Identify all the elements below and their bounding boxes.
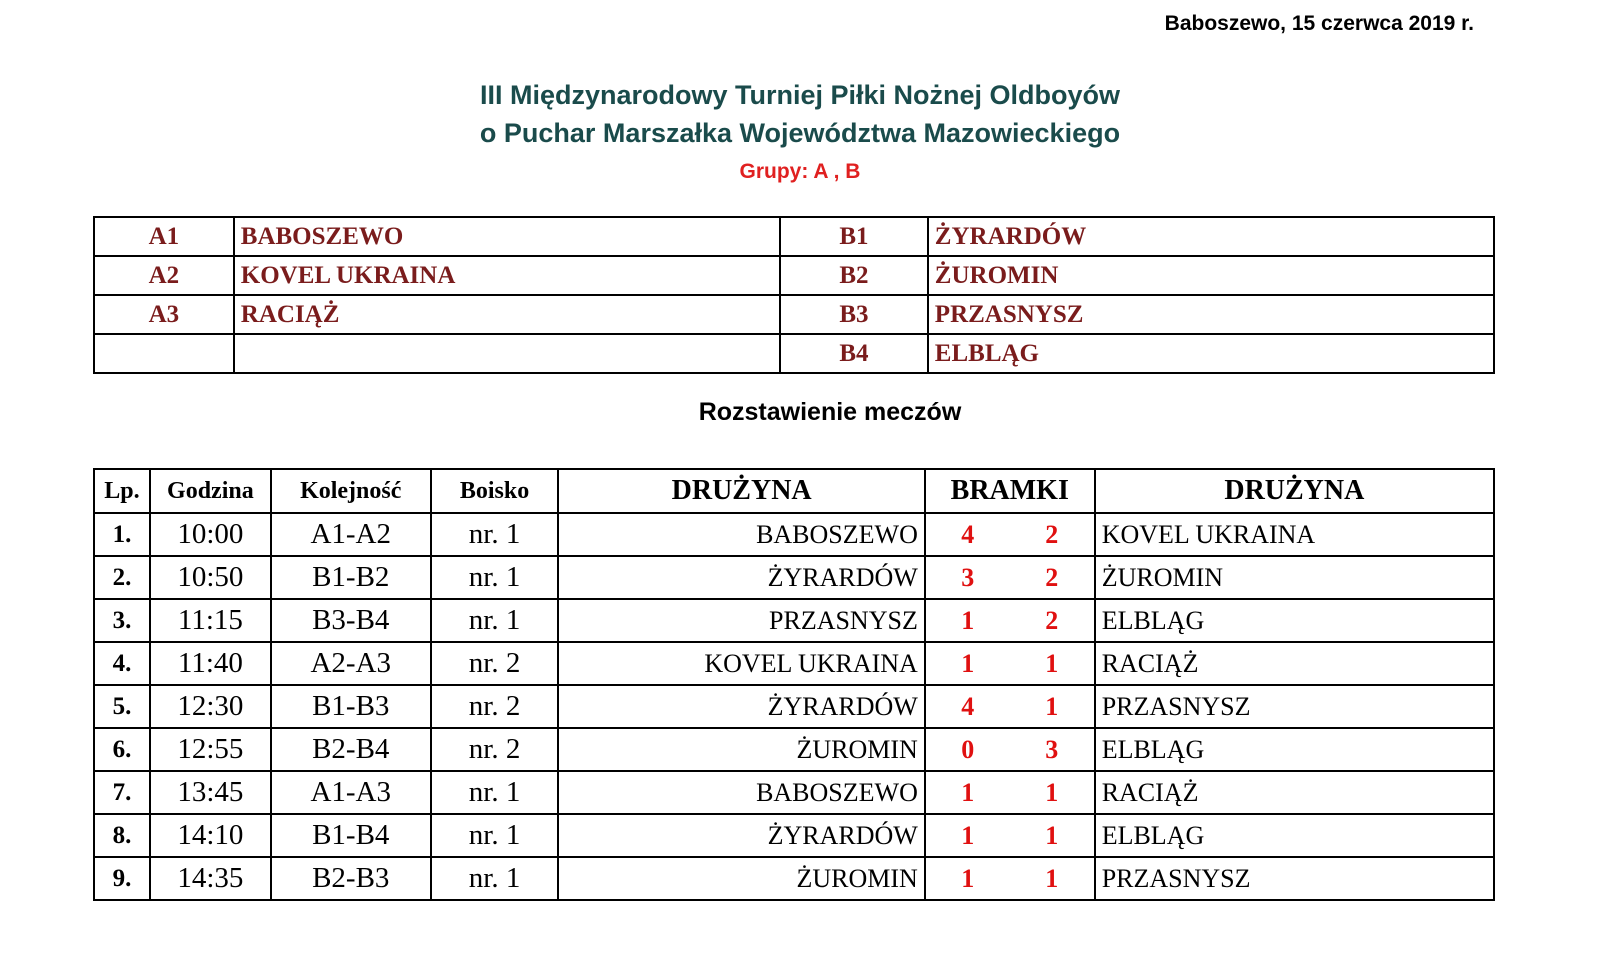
match-home-team: ŻUROMIN (558, 857, 924, 900)
match-lp: 1. (94, 513, 150, 556)
match-away-team: ELBLĄG (1095, 599, 1494, 642)
match-time: 12:30 (150, 685, 271, 728)
match-home-goals: 3 (925, 556, 1010, 599)
group-a-code: A1 (94, 217, 234, 256)
match-away-goals: 1 (1010, 642, 1095, 685)
group-a-team: BABOSZEWO (234, 217, 780, 256)
match-field: nr. 1 (431, 513, 559, 556)
match-lp: 2. (94, 556, 150, 599)
match-row (94, 642, 1494, 685)
group-a-team: KOVEL UKRAINA (234, 256, 780, 295)
group-b-code: B2 (780, 256, 928, 295)
match-home-goals: 4 (925, 685, 1010, 728)
section-title: Rozstawienie meczów (698, 398, 962, 426)
matches-header-row (94, 469, 1494, 513)
match-order: B1-B3 (271, 685, 431, 728)
match-home-team: ŻYRARDÓW (558, 556, 924, 599)
match-row (94, 728, 1494, 771)
tournament-title: III Międzynarodowy Turniej Piłki Nożnej Oldboyów (479, 80, 1121, 110)
match-away-goals: 2 (1010, 556, 1095, 599)
match-row (94, 814, 1494, 857)
match-lp: 3. (94, 599, 150, 642)
match-time: 11:15 (150, 599, 271, 642)
match-home-team: KOVEL UKRAINA (558, 642, 924, 685)
match-time: 14:10 (150, 814, 271, 857)
match-home-team: BABOSZEWO (558, 771, 924, 814)
match-away-team: ELBLĄG (1095, 728, 1494, 771)
match-home-goals: 1 (925, 771, 1010, 814)
match-away-team: ELBLĄG (1095, 814, 1494, 857)
match-order: B1-B4 (271, 814, 431, 857)
match-time: 12:55 (150, 728, 271, 771)
match-home-goals: 1 (925, 814, 1010, 857)
match-away-team: RACIĄŻ (1095, 771, 1494, 814)
group-a-code (94, 334, 234, 373)
col-goals: BRAMKI (925, 469, 1095, 513)
match-order: B1-B2 (271, 556, 431, 599)
col-team-away: DRUŻYNA (1095, 469, 1494, 513)
match-row (94, 556, 1494, 599)
match-away-goals: 2 (1010, 599, 1095, 642)
match-away-goals: 1 (1010, 685, 1095, 728)
match-home-team: ŻYRARDÓW (558, 814, 924, 857)
match-home-goals: 4 (925, 513, 1010, 556)
match-home-goals: 1 (925, 642, 1010, 685)
match-field: nr. 1 (431, 599, 559, 642)
match-order: B2-B3 (271, 857, 431, 900)
group-a-code: A3 (94, 295, 234, 334)
match-away-team: PRZASNYSZ (1095, 685, 1494, 728)
match-lp: 6. (94, 728, 150, 771)
group-row (94, 334, 1494, 373)
col-time: Godzina (150, 469, 271, 513)
group-row (94, 256, 1494, 295)
match-away-goals: 1 (1010, 771, 1095, 814)
match-away-team: RACIĄŻ (1095, 642, 1494, 685)
match-home-goals: 0 (925, 728, 1010, 771)
match-field: nr. 2 (431, 728, 559, 771)
group-a-code: A2 (94, 256, 234, 295)
match-away-team: PRZASNYSZ (1095, 857, 1494, 900)
group-a-team: RACIĄŻ (234, 295, 780, 334)
match-home-team: ŻYRARDÓW (558, 685, 924, 728)
match-field: nr. 1 (431, 814, 559, 857)
matches-table (93, 468, 1495, 901)
col-lp: Lp. (94, 469, 150, 513)
match-home-team: ŻUROMIN (558, 728, 924, 771)
match-time: 14:35 (150, 857, 271, 900)
group-b-code: B4 (780, 334, 928, 373)
match-row (94, 771, 1494, 814)
match-away-team: KOVEL UKRAINA (1095, 513, 1494, 556)
match-field: nr. 2 (431, 642, 559, 685)
match-home-team: PRZASNYSZ (558, 599, 924, 642)
group-row (94, 295, 1494, 334)
match-home-team: BABOSZEWO (558, 513, 924, 556)
match-time: 13:45 (150, 771, 271, 814)
group-b-team: ELBLĄG (928, 334, 1494, 373)
match-field: nr. 1 (431, 857, 559, 900)
col-field: Boisko (431, 469, 559, 513)
match-row (94, 513, 1494, 556)
match-lp: 5. (94, 685, 150, 728)
document-date: Baboszewo, 15 czerwca 2019 r. (1164, 12, 1474, 35)
match-field: nr. 1 (431, 556, 559, 599)
group-a-team (234, 334, 780, 373)
match-order: A1-A2 (271, 513, 431, 556)
match-order: B2-B4 (271, 728, 431, 771)
groups-table (93, 216, 1495, 374)
match-field: nr. 1 (431, 771, 559, 814)
match-lp: 9. (94, 857, 150, 900)
match-time: 10:50 (150, 556, 271, 599)
match-row (94, 857, 1494, 900)
group-row (94, 217, 1494, 256)
match-away-goals: 2 (1010, 513, 1095, 556)
match-order: A2-A3 (271, 642, 431, 685)
match-home-goals: 1 (925, 857, 1010, 900)
group-b-team: ŻYRARDÓW (928, 217, 1494, 256)
match-away-goals: 1 (1010, 814, 1095, 857)
match-away-team: ŻUROMIN (1095, 556, 1494, 599)
match-order: A1-A3 (271, 771, 431, 814)
match-away-goals: 3 (1010, 728, 1095, 771)
match-lp: 4. (94, 642, 150, 685)
match-row (94, 685, 1494, 728)
tournament-subtitle: o Puchar Marszałka Województwa Mazowieckiego (479, 118, 1121, 148)
match-lp: 8. (94, 814, 150, 857)
match-time: 11:40 (150, 642, 271, 685)
group-b-team: PRZASNYSZ (928, 295, 1494, 334)
group-b-team: ŻUROMIN (928, 256, 1494, 295)
match-lp: 7. (94, 771, 150, 814)
match-time: 10:00 (150, 513, 271, 556)
match-order: B3-B4 (271, 599, 431, 642)
match-home-goals: 1 (925, 599, 1010, 642)
group-b-code: B1 (780, 217, 928, 256)
group-b-code: B3 (780, 295, 928, 334)
col-team-home: DRUŻYNA (558, 469, 924, 513)
match-away-goals: 1 (1010, 857, 1095, 900)
match-row (94, 599, 1494, 642)
col-order: Kolejność (271, 469, 431, 513)
match-field: nr. 2 (431, 685, 559, 728)
groups-label: Grupy: A , B (739, 160, 861, 183)
